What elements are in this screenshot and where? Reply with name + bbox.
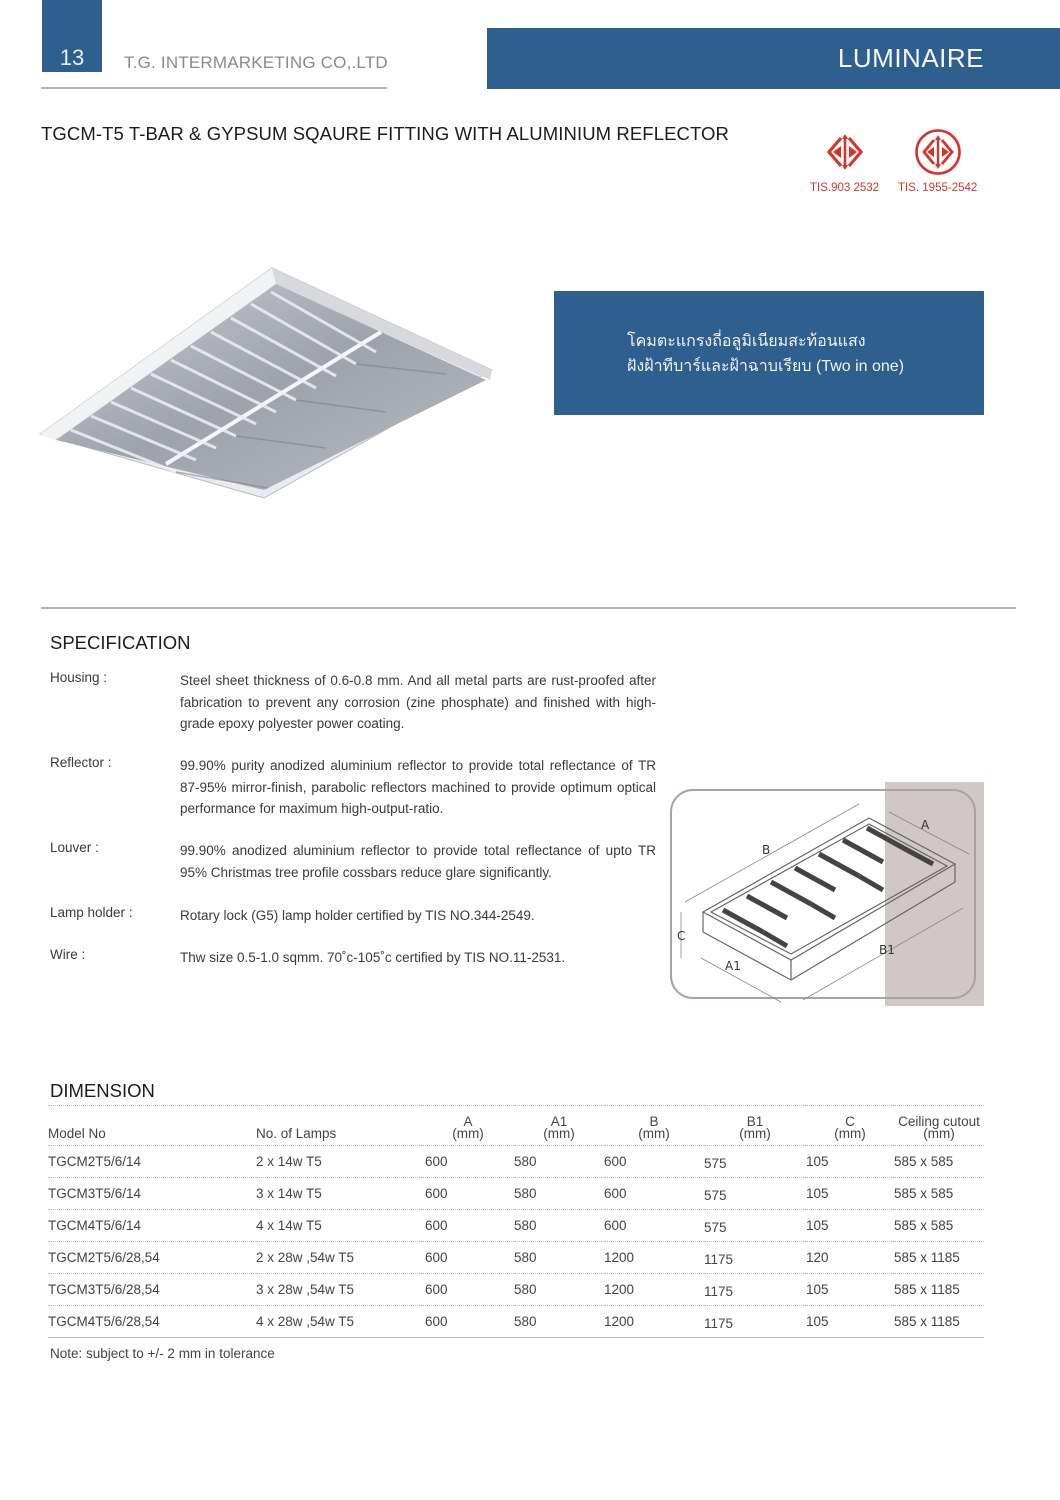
cell-a1: 580 bbox=[514, 1282, 537, 1297]
cell-model: TGCM2T5/6/28,54 bbox=[48, 1250, 160, 1265]
cell-model: TGCM4T5/6/28,54 bbox=[48, 1314, 160, 1329]
cell-lamps: 3 x 14w T5 bbox=[256, 1186, 322, 1201]
cell-c: 105 bbox=[806, 1154, 829, 1169]
cell-c: 105 bbox=[806, 1186, 829, 1201]
cell-b1: 575 bbox=[704, 1187, 727, 1203]
cell-b: 600 bbox=[604, 1154, 627, 1169]
tolerance-note: Note: subject to +/- 2 mm in tolerance bbox=[50, 1346, 275, 1361]
spec-label: Wire : bbox=[50, 947, 86, 962]
cell-b1: 575 bbox=[704, 1155, 727, 1171]
column-header-ceiling-cutout: Ceiling cutout (mm) bbox=[898, 1114, 980, 1141]
spec-text: Steel sheet thickness of 0.6-0.8 mm. And all metal parts are rust-proofed after fabrication to prevent any corrosion (zine phosphate) and finished with high-grade epoxy polyester power coating. bbox=[180, 673, 656, 731]
spec-label: Reflector : bbox=[50, 755, 112, 770]
cell-model: TGCM2T5/6/14 bbox=[48, 1154, 142, 1169]
cell-model: TGCM3T5/6/28,54 bbox=[48, 1282, 160, 1297]
cell-lamps: 2 x 14w T5 bbox=[256, 1154, 322, 1169]
table-row bbox=[48, 1210, 984, 1242]
table-row bbox=[48, 1146, 984, 1178]
specification-heading: SPECIFICATION bbox=[50, 632, 191, 653]
cell-lamps: 4 x 14w T5 bbox=[256, 1218, 322, 1233]
cell-lamps: 4 x 28w ,54w T5 bbox=[256, 1314, 355, 1329]
cell-b1: 1175 bbox=[704, 1251, 734, 1267]
column-header-model: Model No bbox=[48, 1126, 106, 1141]
cell-a: 600 bbox=[425, 1250, 448, 1265]
page-number-box bbox=[42, 0, 102, 72]
cell-a: 600 bbox=[425, 1154, 448, 1169]
description-line-2: ฝังฝ้าทีบาร์และฝ้าฉาบเรียบ (Two in one) bbox=[627, 358, 905, 375]
table-row bbox=[48, 1242, 984, 1274]
dimension-table bbox=[48, 1105, 984, 1338]
cell-lamps: 3 x 28w ,54w T5 bbox=[256, 1282, 355, 1297]
cell-b1: 1175 bbox=[704, 1315, 734, 1331]
product-description-box bbox=[554, 291, 984, 415]
certification-tis-1955 bbox=[898, 128, 977, 194]
column-header-b: B (mm) bbox=[638, 1114, 670, 1141]
cell-ceiling-cutout: 585 x 1185 bbox=[894, 1250, 960, 1265]
cell-b1: 1175 bbox=[704, 1283, 734, 1299]
cell-b: 600 bbox=[604, 1186, 627, 1201]
table-row bbox=[48, 1178, 984, 1210]
dimension-diagram bbox=[663, 782, 984, 1006]
section-divider bbox=[41, 607, 1016, 609]
cell-ceiling-cutout: 585 x 585 bbox=[894, 1218, 954, 1233]
cell-a: 600 bbox=[425, 1218, 448, 1233]
diagram-label-b: B bbox=[762, 843, 771, 857]
cell-c: 105 bbox=[806, 1218, 829, 1233]
cell-c: 105 bbox=[806, 1282, 829, 1297]
spec-label: Louver : bbox=[50, 840, 99, 855]
table-row bbox=[48, 1306, 984, 1338]
cell-b: 600 bbox=[604, 1218, 627, 1233]
spec-text: Rotary lock (G5) lamp holder certified by TIS NO.344-2549. bbox=[180, 908, 535, 923]
cell-c: 120 bbox=[806, 1250, 829, 1265]
diagram-label-a1: A1 bbox=[725, 959, 741, 973]
spec-text: Thw size 0.5-1.0 sqmm. 70˚c-105˚c certified by TIS NO.11-2531. bbox=[180, 950, 566, 965]
diagram-label-a: A bbox=[921, 818, 930, 832]
cell-a1: 580 bbox=[514, 1314, 537, 1329]
column-header-a: A (mm) bbox=[452, 1114, 484, 1141]
product-title: TGCM-T5 T-BAR & GYPSUM SQAURE FITTING WITH ALUMINIUM REFLECTOR bbox=[41, 123, 730, 144]
cell-b: 1200 bbox=[604, 1250, 635, 1265]
cell-a1: 580 bbox=[514, 1186, 537, 1201]
cell-model: TGCM3T5/6/14 bbox=[48, 1186, 142, 1201]
column-header-c: C (mm) bbox=[834, 1114, 866, 1141]
tis-circle-mark-icon bbox=[914, 128, 962, 176]
cell-b: 1200 bbox=[604, 1314, 635, 1329]
certification-tis-903 bbox=[810, 128, 879, 194]
table-header-row bbox=[48, 1106, 984, 1146]
company-name: T.G. INTERMARKETING CO,.LTD bbox=[124, 53, 388, 72]
cell-b: 1200 bbox=[604, 1282, 635, 1297]
cell-ceiling-cutout: 585 x 585 bbox=[894, 1154, 954, 1169]
cell-c: 105 bbox=[806, 1314, 829, 1329]
tis-mark-icon bbox=[821, 128, 869, 176]
page-number: 13 bbox=[59, 45, 85, 70]
cell-model: TGCM4T5/6/14 bbox=[48, 1218, 142, 1233]
certification-label: TIS.903 2532 bbox=[810, 182, 880, 194]
cell-a: 600 bbox=[425, 1282, 448, 1297]
cell-lamps: 2 x 28w ,54w T5 bbox=[256, 1250, 355, 1265]
cell-a1: 580 bbox=[514, 1154, 537, 1169]
cell-a1: 580 bbox=[514, 1250, 537, 1265]
table-row bbox=[48, 1274, 984, 1306]
header-divider bbox=[41, 87, 387, 89]
spec-label: Lamp holder : bbox=[50, 905, 133, 920]
diagram-label-b1: B1 bbox=[879, 943, 895, 957]
spec-text: 99.90% anodized aluminium reflector to provide total reflectance of upto TR 95% Christmas tree profile cossbars reduce glare significantly. bbox=[180, 843, 656, 880]
section-band bbox=[487, 28, 1060, 89]
column-header-lamps: No. of Lamps bbox=[256, 1126, 337, 1141]
certification-label: TIS. 1955-2542 bbox=[898, 182, 978, 194]
dimension-heading: DIMENSION bbox=[50, 1080, 155, 1101]
column-header-a1: A1 (mm) bbox=[543, 1114, 575, 1141]
diagram-label-c: C bbox=[677, 929, 686, 943]
cell-a1: 580 bbox=[514, 1218, 537, 1233]
cell-a: 600 bbox=[425, 1186, 448, 1201]
section-title: LUMINAIRE bbox=[837, 43, 984, 73]
column-header-b1: B1 (mm) bbox=[739, 1114, 771, 1141]
cell-b1: 575 bbox=[704, 1219, 727, 1235]
cell-ceiling-cutout: 585 x 1185 bbox=[894, 1314, 960, 1329]
ceiling-luminaire-photo bbox=[36, 262, 496, 502]
description-line-1: โคมตะแกรงถี่อลูมิเนียมสะท้อนแสง bbox=[627, 333, 866, 350]
spec-label: Housing : bbox=[50, 670, 108, 685]
cell-ceiling-cutout: 585 x 585 bbox=[894, 1186, 954, 1201]
spec-text: 99.90% purity anodized aluminium reflector to provide total reflectance of TR 87-95% mirror-finish, parabolic reflectors machined to provide optimum optical performance for maximum high-output-ratio. bbox=[180, 758, 656, 816]
cell-a: 600 bbox=[425, 1314, 448, 1329]
cell-ceiling-cutout: 585 x 1185 bbox=[894, 1282, 960, 1297]
